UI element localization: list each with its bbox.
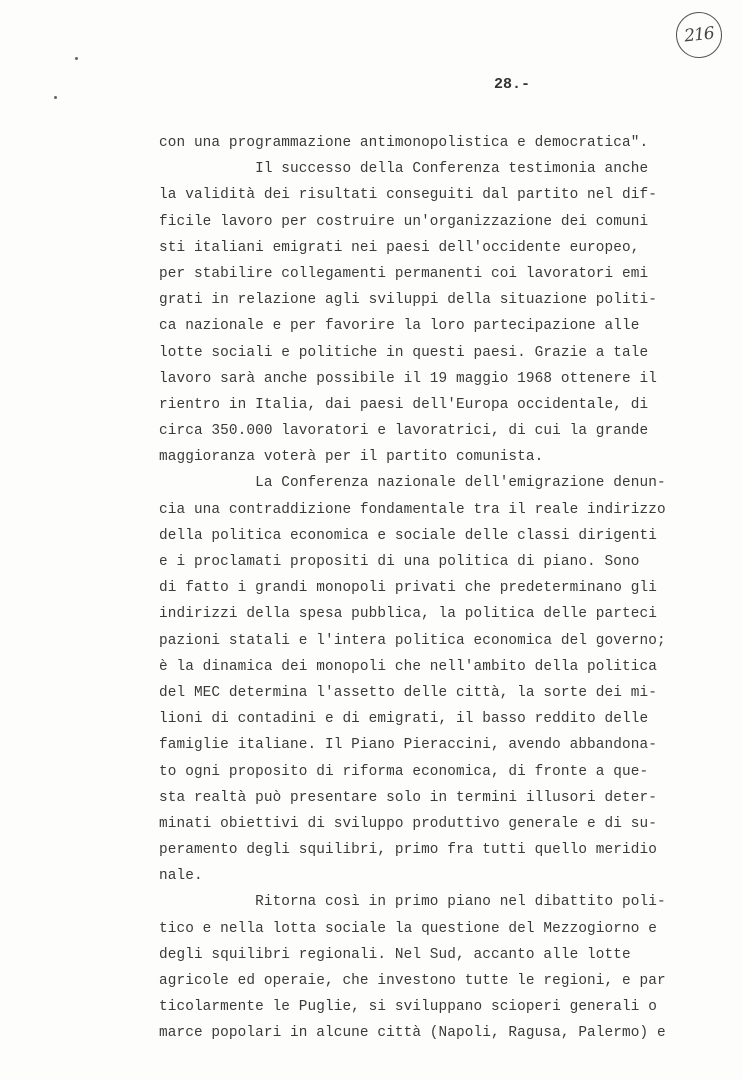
text-line: sta realtà può presentare solo in termini illusori deter- bbox=[159, 789, 657, 806]
text-line: to ogni proposito di riforma economica, di fronte a que- bbox=[159, 763, 649, 780]
text-line: ticolarmente le Puglie, si sviluppano scioperi generali o bbox=[159, 999, 657, 1016]
text-line: è la dinamica dei monopoli che nell'ambito della politica bbox=[159, 658, 657, 675]
text-line: del MEC determina l'assetto delle città, la sorte dei mi- bbox=[159, 684, 657, 701]
text-line: agricole ed operaie, che investono tutte le regioni, e par bbox=[159, 973, 666, 989]
archive-stamp: 216 bbox=[674, 10, 725, 61]
text-line: minati obiettivi di sviluppo produttivo generale e di su- bbox=[159, 815, 657, 832]
text-line: lioni di contadini e di emigrati, il basso reddito delle bbox=[159, 711, 649, 728]
text-line: cia una contraddizione fondamentale tra il reale indirizzo bbox=[159, 501, 666, 518]
text-line: Ritorna così in primo piano nel dibattito poli- bbox=[159, 894, 666, 911]
text-line: la validità dei risultati conseguiti dal partito nel dif- bbox=[159, 187, 657, 204]
text-line: maggioranza voterà per il partito comunista. bbox=[159, 449, 544, 466]
page-number: 28.- bbox=[494, 76, 531, 93]
text-line: indirizzi della spesa pubblica, la politica delle parteci bbox=[159, 606, 657, 623]
text-line: grati in relazione agli sviluppi della situazione politi- bbox=[159, 292, 657, 309]
text-line: peramento degli squilibri, primo fra tutti quello meridio bbox=[159, 842, 657, 859]
text-line: marce popolari in alcune città (Napoli, Ragusa, Palermo) e bbox=[159, 1025, 666, 1042]
text-line: sti italiani emigrati nei paesi dell'occidente europeo, bbox=[159, 239, 640, 256]
text-line: con una programmazione antimonopolistica e democratica". bbox=[159, 135, 649, 151]
margin-mark bbox=[75, 57, 78, 60]
text-line: nale. bbox=[159, 868, 203, 885]
text-line: degli squilibri regionali. Nel Sud, accanto alle lotte bbox=[159, 946, 631, 963]
text-line: famiglie italiane. Il Piano Pieraccini, avendo abbandona- bbox=[159, 737, 657, 754]
text-line: di fatto i grandi monopoli privati che predeterminano gli bbox=[159, 580, 657, 597]
text-line: circa 350.000 lavoratori e lavoratrici, di cui la grande bbox=[159, 423, 649, 440]
text-line: ca nazionale e per favorire la loro partecipazione alle bbox=[159, 318, 640, 335]
text-line: La Conferenza nazionale dell'emigrazione denun- bbox=[159, 475, 666, 492]
text-line: lotte sociali e politiche in questi paesi. Grazie a tale bbox=[159, 344, 649, 361]
text-line: ficile lavoro per costruire un'organizzazione dei comuni bbox=[159, 213, 649, 230]
text-line: per stabilire collegamenti permanenti coi lavoratori emi bbox=[159, 265, 649, 282]
body-text bbox=[159, 130, 699, 1047]
text-line: tico e nella lotta sociale la questione del Mezzogiorno e bbox=[159, 920, 657, 937]
text-line: Il successo della Conferenza testimonia anche bbox=[159, 161, 649, 178]
margin-mark bbox=[54, 96, 57, 99]
text-line: rientro in Italia, dai paesi dell'Europa occidentale, di bbox=[159, 396, 649, 413]
text-line: pazioni statali e l'intera politica economica del governo; bbox=[159, 632, 666, 649]
text-line: della politica economica e sociale delle classi dirigenti bbox=[159, 527, 657, 544]
text-line: lavoro sarà anche possibile il 19 maggio 1968 ottenere il bbox=[159, 370, 657, 387]
text-line: e i proclamati propositi di una politica di piano. Sono bbox=[159, 554, 640, 570]
